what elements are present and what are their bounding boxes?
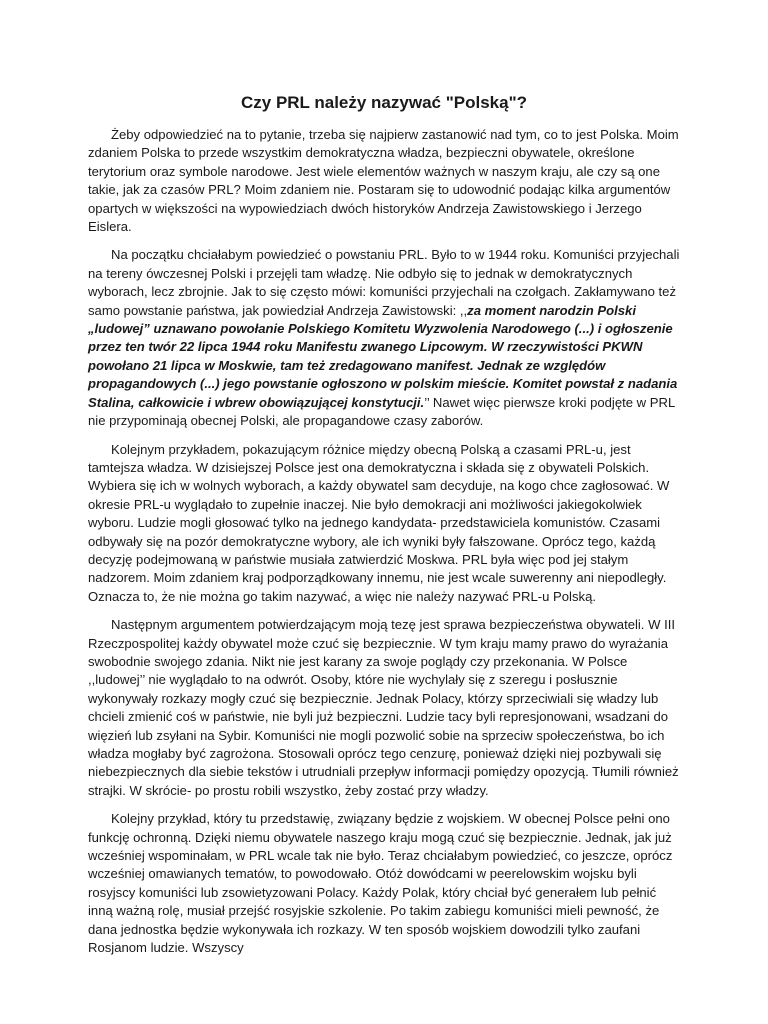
paragraph-government: Kolejnym przykładem, pokazującym różnice między obecną Polską a czasami PRL-u, jest tamtejsza władza. W dzisiejszej Polsce jest ona demokratyczna i składa się z obywateli Polskich. Wybiera się ich w wolnych wyborach, a każdy obywatel sam decyduje, na kogo chce zagłosować. W okresie PRL-u wyglądało to zupełnie inaczej. Nie było demokracji ani możliwości jakiegokolwiek wyboru. Ludzie mogli głosować tylko na jednego kandydata- przedstawiciela komunistów. Czasami odbywały się na pozór demokratyczne wybory, ale ich wyniki były fałszowane. Oprócz tego, każdą decyzję podejmowaną w państwie musiała zatwierdzić Moskwa. PRL była więc pod jej stałym nadzorem. Moim zdaniem kraj podporządkowany innemu, nie jest wcale suwerenny ani niepodległy. Oznacza to, że nie można go takim nazywać, a więc nie należy nazywać PRL-u Polską. xyxy=(88,441,670,604)
zawistowski-quote: za moment narodzin Polski „ludowej” uznawano powołanie Polskiego Komitetu Wyzwolenia Narodowego (...) i ogłoszenie przez ten twór 22 lipca 1944 roku Manifestu zwanego Lipcowym. W rzeczywistości PKWN powołano 21 lipca w Moskwie, tam też zredagowano manifest. Jednak ze względów propagandowych (...) jego powstanie ogłoszono w polskim mieście. Komitet powstał z nadania Stalina, całkowicie i wbrew obowiązującej konstytucji. xyxy=(88,302,678,410)
paragraph-citizen-safety: Następnym argumentem potwierdzającym moją tezę jest sprawa bezpieczeństwa obywateli. W III Rzeczpospolitej każdy obywatel może czuć się bezpiecznie. W tym kraju mamy prawo do wyrażania swobodnie swojego zdania. Nikt nie jest karany za swoje poglądy czy przekonania. W Polsce ,,ludowej’’ nie wyglądało to na odwrót. Osoby, które nie wychylały się z szeregu i posłusznie wykonywały rozkazy mogły czuć się bezpiecznie. Jednak Polacy, którzy sprzeciwiali się władzy lub chcieli zmienić coś w państwie, nie byli już bezpieczni. Ludzie tacy byli represjonowani, wsadzani do więzień lub zsyłani na Sybir. Komuniści nie mogli pozwolić sobie na sprzeciw społeczeństwa, bo ich władza mogłaby być zagrożona. Stosowali oprócz tego cenzurę, ponieważ dzięki niej pozbywali się niebezpiecznych dla siebie tekstów i utrudniali przepływ informacji pomiędzy opozycją. Tłumili również strajki. W skrócie- po prostu robili wszystko, żeby zostać przy władzy. xyxy=(88,617,679,798)
paragraph-origins-text-after: ’’ Nawet więc pierwsze kroki podjęte w PRL nie przypominają obecnej Polski, ale propagandowe czasy zaborów. xyxy=(88,394,675,429)
paragraph-origins xyxy=(88,246,680,430)
paragraph-military: Kolejny przykład, który tu przedstawię, związany będzie z wojskiem. W obecnej Polsce pełni ono funkcję ochronną. Dzięki niemu obywatele naszego kraju mogą czuć się bezpiecznie. Jednak, jak już wcześniej wspominałam, w PRL wcale tak nie było. Teraz chciałabym powiedzieć, co jeszcze, oprócz wcześniej omawianych tematów, to powodowało. Otóż dowódcami w peerelowskim wojsku byli rosyjscy komuniści lub zsowietyzowani Polacy. Każdy Polak, który chciał być generałem lub pełnić inną ważną rolę, musiał przejść rosyjskie szkolenie. Po takim zabiegu komuniści mieli pewność, że dana jednostka będzie wykonywała ich rozkazy. W ten sposób wojskiem dowodzili tylko zaufani Rosjanom ludzie. Wszyscy xyxy=(88,811,673,956)
paragraph-introduction: Żeby odpowiedzieć na to pytanie, trzeba się najpierw zastanowić nad tym, co to jest Polska. Moim zdaniem Polska to przede wszystkim demokratyczna władza, bezpieczni obywatele, określone terytorium oraz symbole narodowe. Jest wiele elementów ważnych w naszym kraju, ale czy są one takie, jak za czasów PRL? Moim zdaniem nie. Postaram się to udowodnić podając kilka argumentów opartych w większości na wypowiedziach dwóch historyków Andrzeja Zawistowskiego i Jerzego Eislera. xyxy=(88,127,679,235)
paragraph-origins-text-before: Na początku chciałabym powiedzieć o powstaniu PRL. Było to w 1944 roku. Komuniści przyjechali na tereny ówczesnej Polski i przejęli tam władzę. Nie odbyło się to jednak w demokratycznych wyborach, lecz zbrojnie. Jak to się często mówi: komuniści przyjechali na czołgach. Zakłamywano też samo powstanie państwa, jak powiedział Andrzeja Zawistowski: ,, xyxy=(88,247,680,318)
document-title: Czy PRL należy nazywać "Polską"? xyxy=(240,93,528,112)
